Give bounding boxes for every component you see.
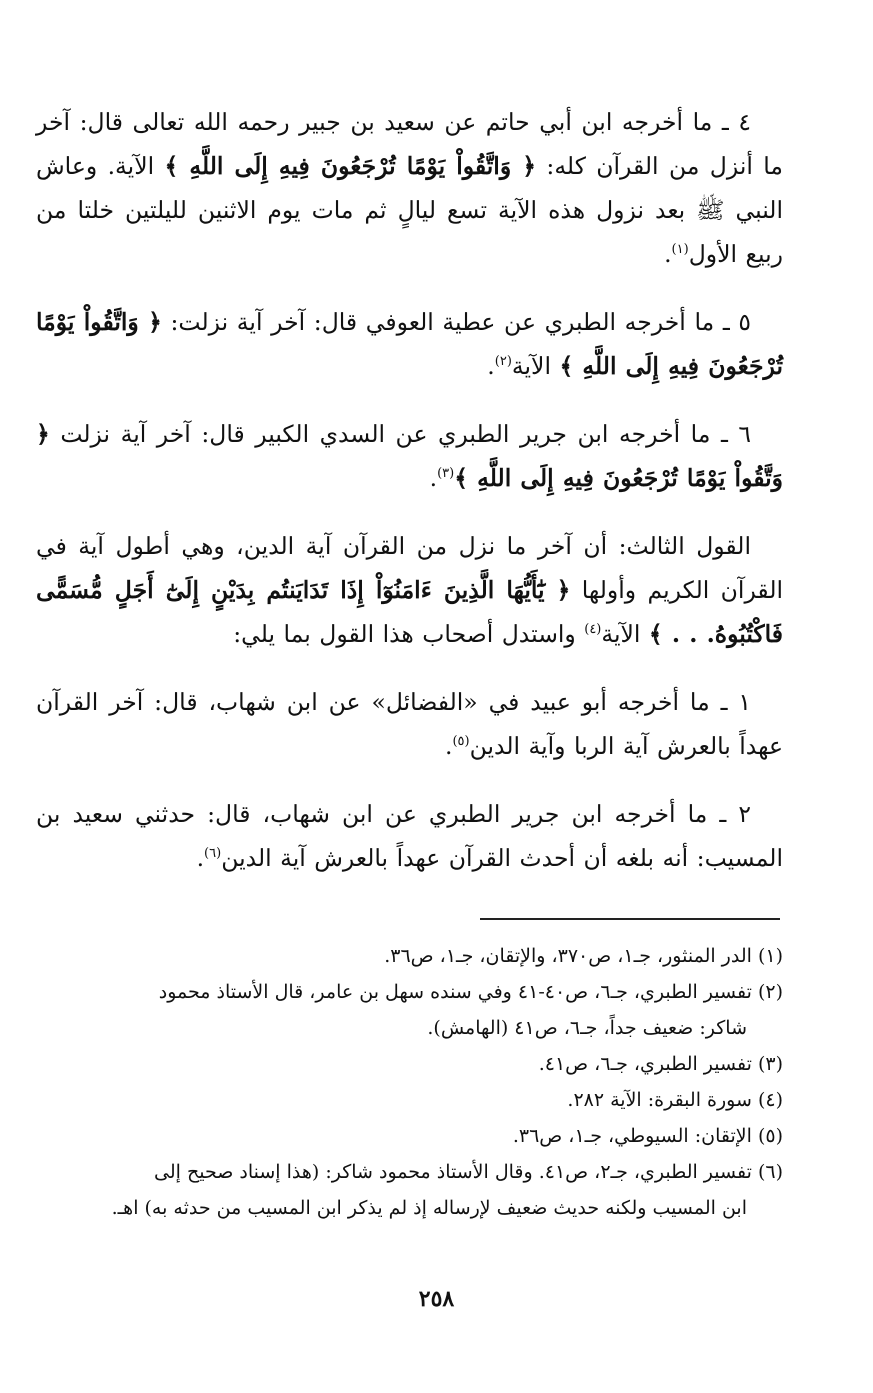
paragraph-6 [36,412,783,500]
page-number: ٢٥٨ [418,1286,455,1312]
footnote-text-continued: شاكر: ضعيف جداً، جـ٦، ص٤١ (الهامش). [427,1017,747,1039]
footnote-2 [36,974,783,1046]
footnote-number: (٢) [757,981,783,1003]
paragraph-4 [36,100,783,276]
footnote-ref: (٣) [437,466,455,482]
paragraph-third-opinion [36,524,783,656]
paragraph-text: ٤ ـ ما أخرجه ابن أبي حاتم عن سعيد بن جبير رحمه الله تعالى قال: آخر ما أنزل من القرآن كله: [36,108,784,180]
footnote-6 [36,1154,783,1226]
footnote-text: تفسير الطبري، جـ٦، ص٤١. [538,1053,752,1075]
paragraph-text: ١ ـ ما أخرجه أبو عبيد في «الفضائل» عن ابن شهاب، قال: آخر القرآن عهداً بالعرش آية الربا وآية الدين [36,688,783,760]
footnote-text: الإتقان: السيوطي، جـ١، ص٣٦. [512,1125,752,1147]
paragraph-text: ٦ ـ ما أخرجه ابن جرير الطبري عن السدي الكبير قال: آخر آية نزلت [49,420,751,448]
footnote-4 [36,1082,783,1118]
quran-verse: ﴿ يَٰٓأَيُّهَا الَّذِينَ ءَامَنُوٓاْ إِذَا تَدَايَنتُم بِدَيْنٍ إِلَىٰٓ أَجَلٍ مُّسَمًّى فَاكْتُبُوهُ. . . ﴾ [36,576,783,648]
paragraph-text: ٥ ـ ما أخرجه الطبري عن عطية العوفي قال: آخر آية نزلت: [161,308,751,336]
footnote-ref: (٥) [452,734,470,750]
paragraph-text: . [487,352,495,380]
paragraph-text: واستدل أصحاب هذا القول بما يلي: [233,620,585,648]
footnote-ref: (٢) [494,354,512,370]
quran-verse: ﴿ وَاتَّقُواْ يَوْمًا تُرْجَعُونَ فِيهِ إِلَى اللَّهِ ﴾ [164,152,537,180]
paragraph-2 [36,792,783,880]
footnote-number: (٣) [757,1053,783,1075]
footnote-text: تفسير الطبري، جـ٦، ص٤٠-٤١ وفي سنده سهل بن عامر، قال الأستاذ محمود [158,981,752,1003]
quran-verse: ﴿ وَتَّقُواْ يَوْمًا تُرْجَعُونَ فِيهِ إِلَى اللَّهِ ﴾ [36,420,783,492]
quran-verse: ﴿ وَاتَّقُواْ يَوْمًا تُرْجَعُونَ فِيهِ إِلَى اللَّهِ ﴾ [36,308,783,380]
paragraph-text: الآية [601,620,649,648]
footnotes [36,938,783,1226]
paragraph-5 [36,300,783,388]
paragraph-text: . [196,844,205,872]
footnote-1 [36,938,783,974]
footnote-text: تفسير الطبري، جـ٢، ص٤١. وقال الأستاذ محمود شاكر: (هذا إسناد صحيح إلى [154,1161,752,1183]
footnote-ref: (١) [671,242,689,258]
footnote-ref: (٦) [204,846,222,862]
paragraph-text: . [664,240,672,268]
footnote-text: سورة البقرة: الآية ٢٨٢. [567,1089,752,1111]
footnote-text: الدر المنثور، جـ١، ص٣٧٠، والإتقان، جـ١، ص٣٦. [384,945,752,967]
paragraph-text: . [429,464,438,492]
footnote-number: (٤) [757,1089,783,1111]
footnote-3 [36,1046,783,1082]
footnote-number: (٦) [757,1161,783,1183]
paragraph-text: الآية. وعاش النبي ﷺ بعد نزول هذه الآية تسع ليالٍ ثم مات يوم الاثنين لليلتين خلتا من ربيع الأول [36,152,783,268]
paragraph-text: . [444,732,453,760]
paragraph-text: القول الثالث: أن آخر ما نزل من القرآن آية الدين، وهي أطول آية في القرآن الكريم وأولها [36,532,784,604]
footnote-separator [480,918,780,920]
footnote-number: (١) [757,945,783,967]
paragraph-1 [36,680,783,768]
main-text [36,100,783,904]
paragraph-text: الآية [511,352,560,380]
paragraph-text: ٢ ـ ما أخرجه ابن جرير الطبري عن ابن شهاب، قال: حدثني سعيد بن المسيب: أنه بلغه أن أحدث القرآن عهداً بالعرش آية الدين [36,800,783,872]
footnote-number: (٥) [757,1125,783,1147]
footnote-5 [36,1118,783,1154]
footnote-ref: (٤) [584,622,602,638]
footnote-text-continued: ابن المسيب ولكنه حديث ضعيف لإرساله إذ لم يذكر ابن المسيب من حدثه به) اهـ. [111,1197,747,1219]
